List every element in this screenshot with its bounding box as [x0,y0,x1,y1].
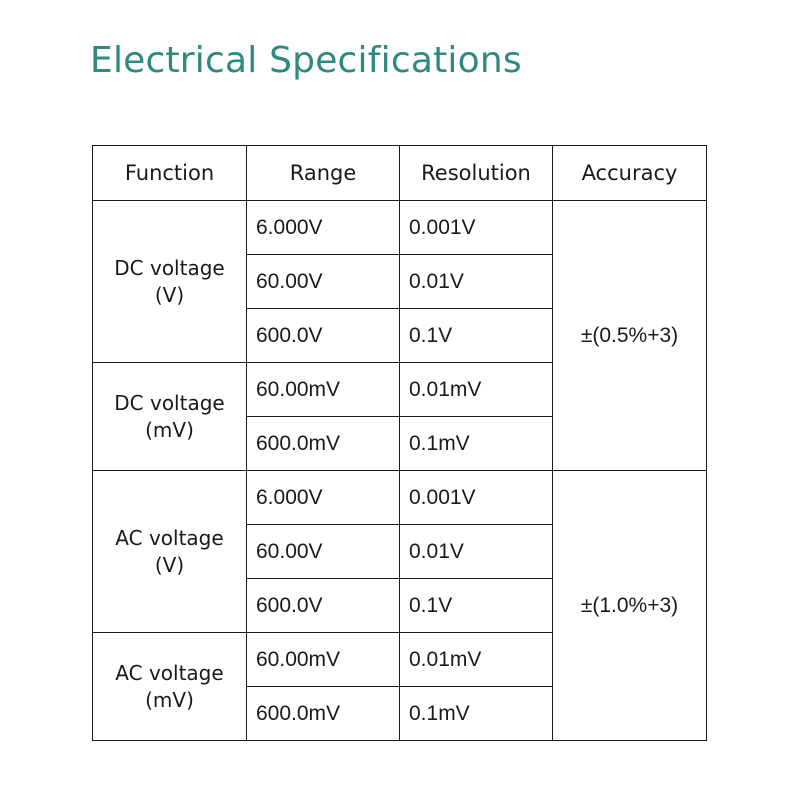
range-cell: 60.00V [247,255,400,309]
function-dc-voltage-mv [93,363,247,471]
header-accuracy: Accuracy [553,146,707,201]
function-unit: (V) [154,552,185,577]
function-unit: (mV) [145,687,194,712]
resolution-cell: 0.01mV [400,633,553,687]
function-label: DC voltage [114,390,225,415]
range-cell: 60.00V [247,525,400,579]
range-cell: 600.0mV [247,417,400,471]
header-range: Range [247,146,400,201]
range-cell: 600.0V [247,309,400,363]
range-cell: 6.000V [247,471,400,525]
accuracy-dc: ±(0.5%+3) [553,201,707,471]
resolution-cell: 0.1mV [400,687,553,741]
resolution-cell: 0.001V [400,471,553,525]
accuracy-ac: ±(1.0%+3) [553,471,707,741]
function-label: AC voltage [115,660,224,685]
range-cell: 60.00mV [247,633,400,687]
range-cell: 6.000V [247,201,400,255]
resolution-cell: 0.01V [400,255,553,309]
table-row [93,471,707,525]
function-unit: (mV) [145,417,194,442]
function-ac-voltage-mv [93,633,247,741]
function-dc-voltage-v [93,201,247,363]
function-label: AC voltage [115,525,224,550]
function-ac-voltage-v [93,471,247,633]
resolution-cell: 0.01V [400,525,553,579]
spec-table [92,145,707,741]
resolution-cell: 0.1mV [400,417,553,471]
header-row [93,146,707,201]
range-cell: 600.0mV [247,687,400,741]
page-title: Electrical Specifications [90,40,522,81]
range-cell: 60.00mV [247,363,400,417]
table-row [93,201,707,255]
header-function: Function [93,146,247,201]
resolution-cell: 0.001V [400,201,553,255]
header-resolution: Resolution [400,146,553,201]
resolution-cell: 0.1V [400,579,553,633]
range-cell: 600.0V [247,579,400,633]
resolution-cell: 0.01mV [400,363,553,417]
function-label: DC voltage [114,255,225,280]
function-unit: (V) [154,282,185,307]
resolution-cell: 0.1V [400,309,553,363]
